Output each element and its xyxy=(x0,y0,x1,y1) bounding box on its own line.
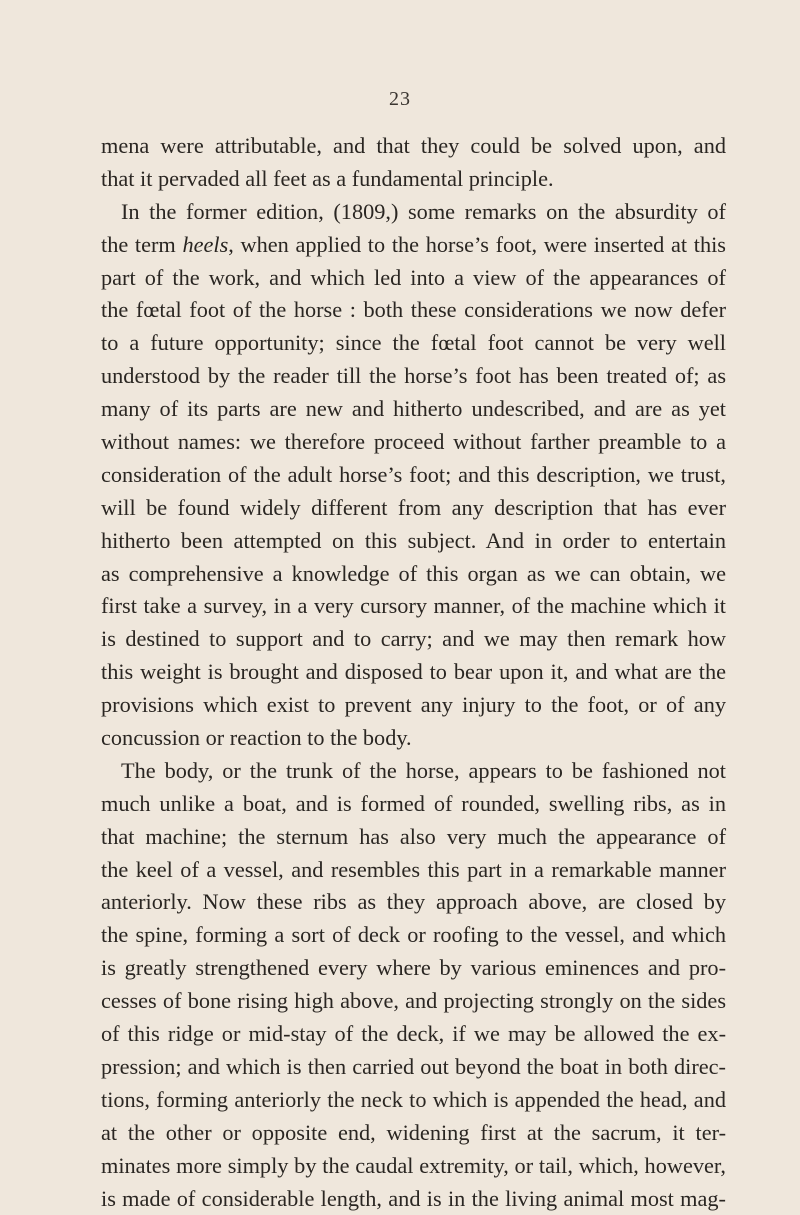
text-line: minates more simply by the caudal extremity, or tail, which, however, xyxy=(101,1150,726,1183)
text-line: understood by the reader till the horse’s foot has been treated of; as xyxy=(101,360,726,393)
text-line: the fœtal foot of the horse : both these considerations we now defer xyxy=(101,294,726,327)
text-segment: the term xyxy=(101,232,182,257)
text-line: anteriorly. Now these ribs as they approach above, are closed by xyxy=(101,886,726,919)
text-line: first take a survey, in a very cursory manner, of the machine which it xyxy=(101,590,726,623)
text-line: much unlike a boat, and is formed of rounded, swelling ribs, as in xyxy=(101,788,726,821)
text-line: mena were attributable, and that they could be solved upon, and xyxy=(101,130,726,163)
text-line: hitherto been attempted on this subject. And in order to entertain xyxy=(101,525,726,558)
body-text xyxy=(101,130,726,1215)
text-line: that machine; the sternum has also very much the appearance of xyxy=(101,821,726,854)
text-line: this weight is brought and disposed to bear upon it, and what are the xyxy=(101,656,726,689)
text-line: cesses of bone rising high above, and projecting strongly on the sides xyxy=(101,985,726,1018)
text-line: to a future opportunity; since the fœtal foot cannot be very well xyxy=(101,327,726,360)
text-line: will be found widely different from any description that has ever xyxy=(101,492,726,525)
text-line: part of the work, and which led into a view of the appearances of xyxy=(101,262,726,295)
text-line: the keel of a vessel, and resembles this part in a remarkable manner xyxy=(101,854,726,887)
text-line: that it pervaded all feet as a fundamental principle. xyxy=(101,163,726,196)
italic-term: heels xyxy=(182,232,228,257)
text-line: tions, forming anteriorly the neck to which is appended the head, and xyxy=(101,1084,726,1117)
text-line: of this ridge or mid-stay of the deck, if we may be allowed the ex- xyxy=(101,1018,726,1051)
text-line: consideration of the adult horse’s foot; and this description, we trust, xyxy=(101,459,726,492)
text-line xyxy=(101,229,726,262)
paragraph-start-line: The body, or the trunk of the horse, appears to be fashioned not xyxy=(101,755,726,788)
text-line: is greatly strengthened every where by various eminences and pro- xyxy=(101,952,726,985)
text-line: at the other or opposite end, widening first at the sacrum, it ter- xyxy=(101,1117,726,1150)
text-line: as comprehensive a knowledge of this organ as we can obtain, we xyxy=(101,558,726,591)
text-line: provisions which exist to prevent any injury to the foot, or of any xyxy=(101,689,726,722)
paragraph-start-line: In the former edition, (1809,) some remarks on the absurdity of xyxy=(101,196,726,229)
text-line: pression; and which is then carried out beyond the boat in both direc- xyxy=(101,1051,726,1084)
text-line: is made of considerable length, and is in the living animal most mag- xyxy=(101,1183,726,1215)
text-line: concussion or reaction to the body. xyxy=(101,722,726,755)
text-line: without names: we therefore proceed without farther preamble to a xyxy=(101,426,726,459)
text-line: is destined to support and to carry; and we may then remark how xyxy=(101,623,726,656)
text-segment: , when applied to the horse’s foot, were inserted at this xyxy=(228,232,726,257)
page-number: 23 xyxy=(0,88,800,111)
text-line: the spine, forming a sort of deck or roofing to the vessel, and which xyxy=(101,919,726,952)
text-line: many of its parts are new and hitherto undescribed, and are as yet xyxy=(101,393,726,426)
